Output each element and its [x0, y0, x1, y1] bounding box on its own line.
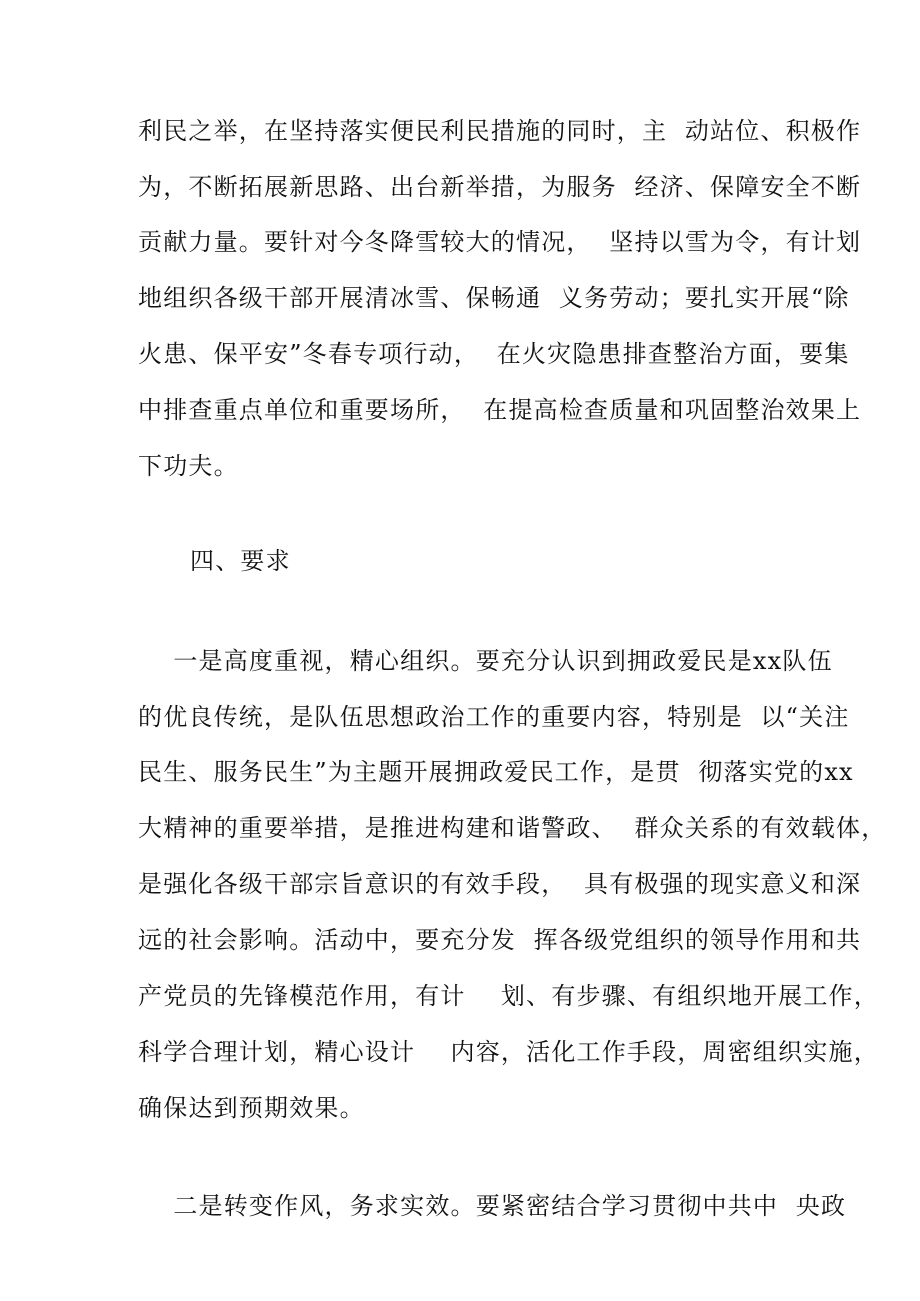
paragraph-2-line: 大精神的重要举措，是推进构建和谐警政、 群众关系的有效载体，	[138, 814, 887, 842]
paragraph-2-line: 产党员的先锋模范作用，有计 划、有步骤、有组织地开展工作，	[138, 982, 879, 1010]
paragraph-2-line: 民生、服务民生”为主题开展拥政爱民工作，是贯 彻落实党的xx	[138, 758, 854, 786]
paragraph-2-line: 科学合理计划，精心设计 内容，活化工作手段，周密组织实施，	[138, 1038, 879, 1066]
paragraph-2-line: 一是高度重视，精心组织。要充分认识到拥政爱民是xx队伍	[138, 647, 833, 675]
paragraph-1-line: 利民之举，在坚持落实便民利民措施的同时，主 动站位、积极作	[138, 117, 862, 145]
paragraph-2-line: 确保达到预期效果。	[138, 1094, 365, 1122]
paragraph-1-line: 地组织各级干部开展清冰雪、保畅通 义务劳动；要扎实开展“除	[138, 284, 850, 312]
paragraph-1-line: 贡献力量。要针对今冬降雪较大的情况， 坚持以雪为令，有计划	[138, 228, 862, 256]
paragraph-1-line: 火患、保平安”冬春专项行动， 在火灾隐患排查整治方面，要集	[138, 340, 850, 368]
paragraph-2-line: 的优良传统，是队伍思想政治工作的重要内容，特别是 以“关注	[138, 703, 850, 731]
section-heading: 四、要求	[190, 547, 291, 575]
paragraph-1-line: 下功夫。	[138, 452, 239, 480]
paragraph-1-line: 中排查重点单位和重要场所， 在提高检查质量和巩固整治效果上	[138, 396, 862, 424]
paragraph-2-line: 是强化各级干部宗旨意识的有效手段， 具有极强的现实意义和深	[138, 870, 862, 898]
paragraph-3-line: 二是转变作风，务求实效。要紧密结合学习贯彻中共中 央政	[138, 1192, 847, 1220]
paragraph-1-line: 为，不断拓展新思路、出台新举措，为服务 经济、保障安全不断	[138, 173, 862, 201]
paragraph-2-line: 远的社会影响。活动中，要充分发 挥各级党组织的领导作用和共	[138, 926, 862, 954]
